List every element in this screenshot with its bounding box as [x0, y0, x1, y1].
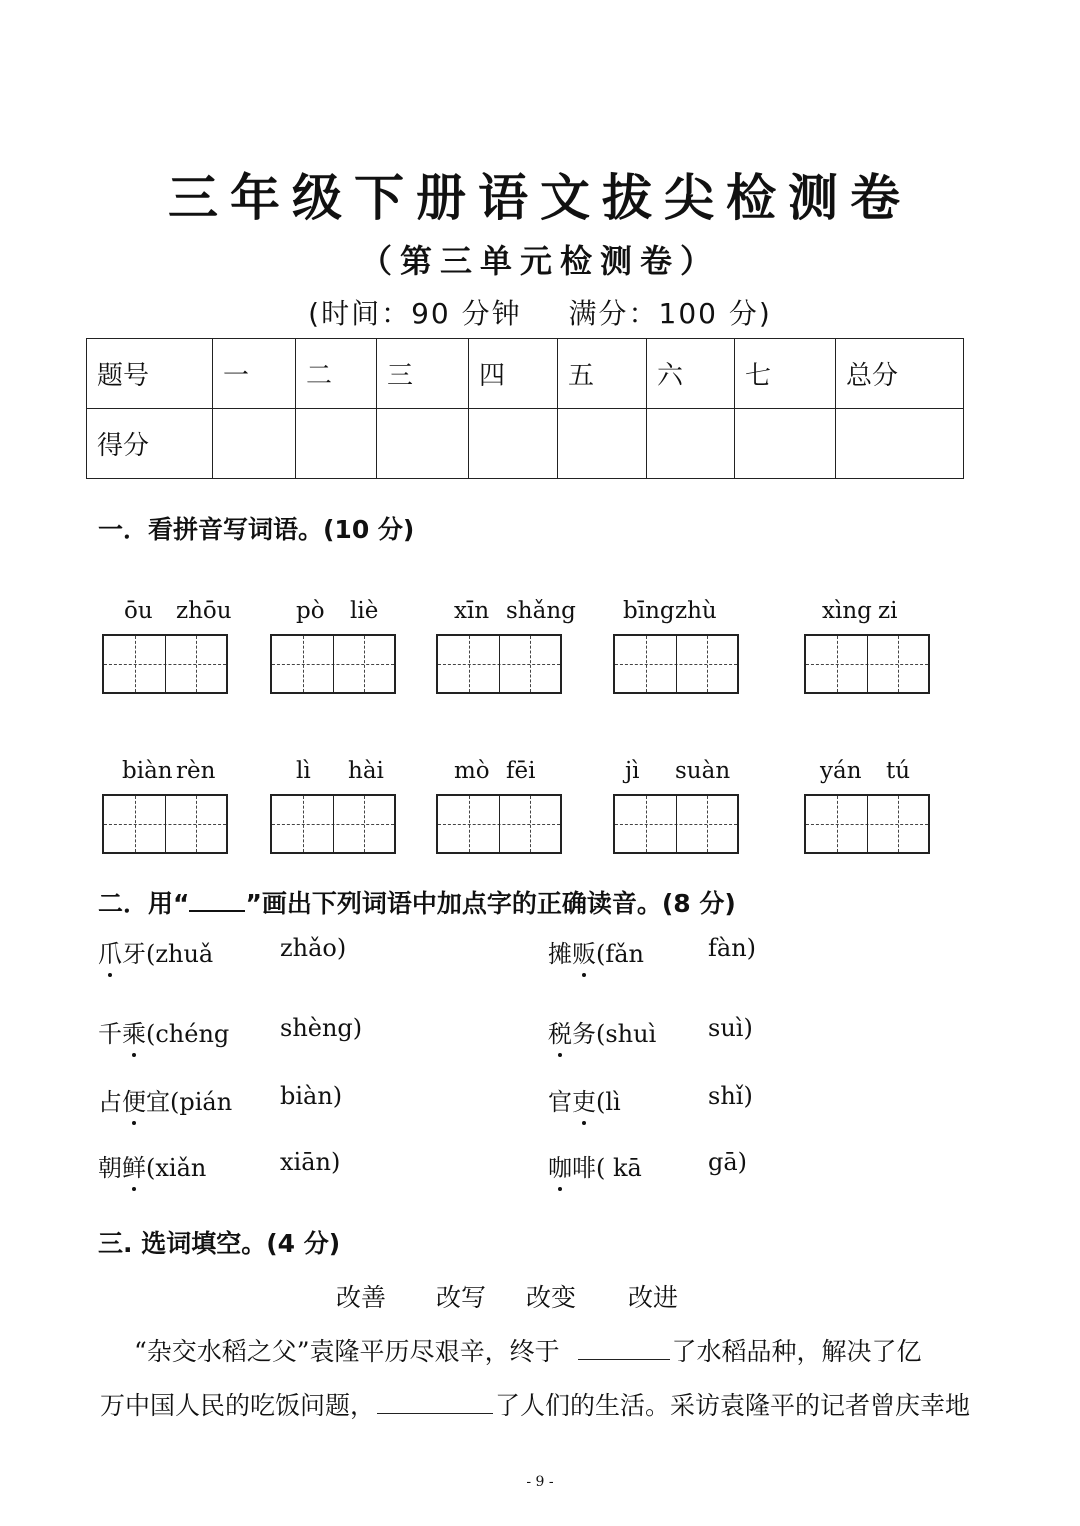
section-1-heading: 一．看拼音写词语。(10 分) — [98, 515, 415, 544]
word-bank — [336, 1278, 678, 1314]
exam-info — [0, 292, 1080, 332]
word-char: 摊 — [548, 940, 572, 968]
reading-item — [548, 1148, 642, 1183]
score-cell[interactable] — [836, 409, 964, 479]
paragraph-text: “杂交水稻之父”袁隆平历尽艰辛，终于 — [134, 1337, 560, 1366]
score-cell[interactable] — [647, 409, 735, 479]
score-header-cell: 总分 — [836, 339, 964, 409]
pinyin-syllable: rèn — [176, 758, 216, 784]
score-cell[interactable] — [735, 409, 836, 479]
word-option: 改进 — [628, 1283, 679, 1312]
reading-item — [98, 1014, 229, 1049]
pinyin-syllable: hài — [348, 758, 384, 784]
pinyin-syllable: tú — [886, 758, 911, 784]
reading-item — [98, 934, 213, 969]
page-subtitle: （第三单元检测卷） — [359, 242, 720, 280]
reading-item — [548, 1082, 621, 1117]
pinyin-syllable: yán — [820, 758, 862, 784]
score-header-cell: 题号 — [87, 339, 213, 409]
answer-blank-2[interactable] — [377, 1389, 493, 1414]
word-rest: 便宜(pián — [122, 1088, 232, 1116]
pinyin-syllable: shǎng — [506, 598, 576, 624]
pinyin-syllable: mò — [454, 758, 490, 784]
writing-grid[interactable] — [804, 634, 930, 694]
writing-grid[interactable] — [613, 634, 739, 694]
reading-item — [548, 1014, 656, 1049]
word-rest: 吏(lì — [572, 1088, 621, 1116]
reading-option[interactable]: gā) — [708, 1148, 748, 1176]
pinyin-syllable: zhōu — [176, 598, 232, 624]
score-header-cell: 一 — [213, 339, 296, 409]
paragraph-text: 了人们的生活。采访袁隆平的记者曾庆幸地 — [495, 1391, 971, 1420]
score-cell[interactable] — [469, 409, 558, 479]
full-score: 满分：100 分) — [568, 297, 772, 330]
score-header-cell: 七 — [735, 339, 836, 409]
pinyin-syllable: lì — [296, 758, 311, 784]
word-char: 税 — [548, 1014, 572, 1049]
pinyin-syllable: zi — [878, 598, 898, 624]
reading-item — [98, 1082, 232, 1117]
reading-item — [548, 934, 644, 969]
writing-grid[interactable] — [613, 794, 739, 854]
reading-option[interactable]: suì) — [708, 1014, 753, 1042]
writing-grid[interactable] — [102, 634, 228, 694]
section-2-heading-post: ”画出下列词语中加点字的正确读音。(8 分) — [245, 889, 736, 918]
reading-item — [98, 1148, 206, 1183]
page-title: 三年级下册语文拔尖检测卷 — [168, 168, 912, 227]
writing-grid[interactable] — [436, 794, 562, 854]
section-2-heading — [98, 884, 736, 920]
score-cell[interactable] — [213, 409, 296, 479]
reading-option[interactable]: biàn) — [280, 1082, 343, 1110]
reading-option[interactable]: shèng) — [280, 1014, 363, 1042]
writing-grid[interactable] — [102, 794, 228, 854]
paragraph-line-1 — [134, 1332, 922, 1368]
word-option: 改善 — [336, 1283, 387, 1312]
score-header-cell: 六 — [647, 339, 735, 409]
word-rest: 牙(zhuǎ — [122, 940, 214, 968]
score-header-cell: 三 — [377, 339, 469, 409]
reading-option[interactable]: shǐ) — [708, 1082, 753, 1110]
word-rest: 贩(fǎn — [572, 940, 644, 968]
section-2-heading-pre: 二．用“ — [98, 889, 190, 918]
writing-grid[interactable] — [270, 794, 396, 854]
time-limit: (时间：90 分钟 — [308, 297, 522, 330]
reading-option[interactable]: fàn) — [708, 934, 757, 962]
pinyin-syllable: xìng — [822, 598, 872, 624]
word-char: 官 — [548, 1088, 572, 1116]
word-char: 咖 — [548, 1148, 572, 1183]
word-rest: 啡( kā — [572, 1154, 642, 1182]
word-option: 改变 — [526, 1283, 577, 1312]
section-3-heading: 三. 选词填空。(4 分) — [98, 1229, 341, 1258]
word-char: 爪 — [98, 934, 122, 969]
score-header-cell: 五 — [558, 339, 647, 409]
pinyin-syllable: liè — [350, 598, 379, 624]
writing-grid[interactable] — [436, 634, 562, 694]
word-rest: 乘(chéng — [122, 1020, 229, 1048]
page-number: - 9 - — [526, 1474, 554, 1490]
word-char: 占 — [98, 1088, 122, 1116]
word-char: 朝 — [98, 1154, 122, 1182]
underline-sample — [189, 888, 245, 912]
reading-option[interactable]: xiān) — [280, 1148, 341, 1176]
paragraph-line-2 — [100, 1386, 970, 1422]
pinyin-syllable: xīn — [454, 598, 490, 624]
pinyin-syllable: ōu — [124, 598, 153, 624]
score-table — [86, 338, 964, 479]
pinyin-syllable: biàn — [122, 758, 173, 784]
writing-grid[interactable] — [270, 634, 396, 694]
score-cell[interactable] — [558, 409, 647, 479]
pinyin-syllable: suàn — [675, 758, 731, 784]
pinyin-syllable: fēi — [506, 758, 536, 784]
paragraph-text: 了水稻品种，解决了亿 — [671, 1337, 922, 1366]
word-char: 千 — [98, 1020, 122, 1048]
writing-grid[interactable] — [804, 794, 930, 854]
score-cell[interactable] — [296, 409, 377, 479]
pinyin-syllable: zhù — [675, 598, 717, 624]
word-rest: 鲜(xiǎn — [122, 1154, 206, 1182]
score-header-cell: 四 — [469, 339, 558, 409]
answer-blank-1[interactable] — [578, 1335, 670, 1360]
word-rest: 务(shuì — [572, 1020, 657, 1048]
score-cell[interactable] — [377, 409, 469, 479]
paragraph-text: 万中国人民的吃饭问题， — [100, 1391, 376, 1420]
score-row-label: 得分 — [87, 409, 213, 479]
pinyin-syllable: bīng — [623, 598, 675, 624]
score-header-cell: 二 — [296, 339, 377, 409]
reading-option[interactable]: zhǎo) — [280, 934, 347, 962]
pinyin-syllable: pò — [296, 598, 325, 624]
pinyin-syllable: jì — [625, 758, 640, 784]
word-option: 改写 — [436, 1283, 487, 1312]
